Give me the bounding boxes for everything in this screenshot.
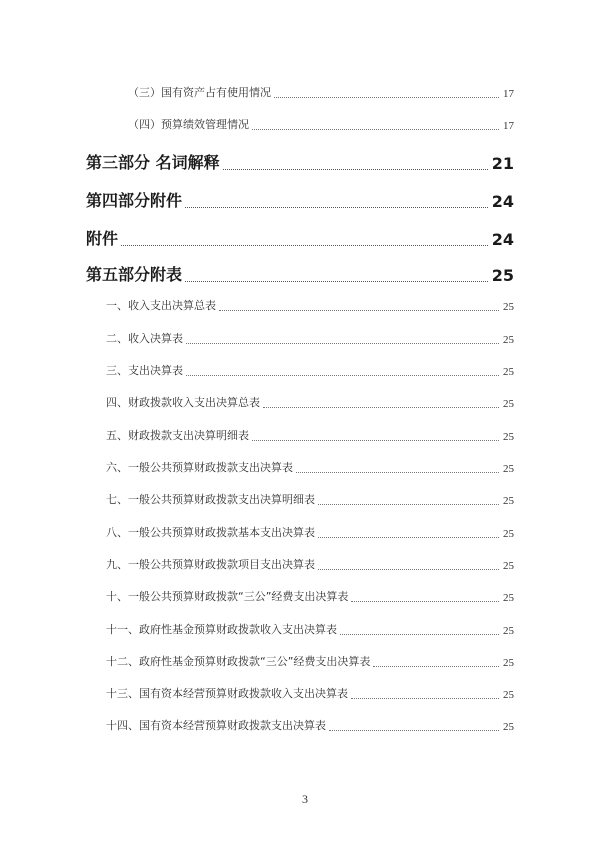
toc-entry-table-8	[106, 524, 514, 540]
toc-page-number: 25	[503, 560, 514, 572]
page-number: 3	[302, 792, 308, 806]
toc-entry-label: 第四部分附件	[86, 191, 183, 210]
dot-leader	[318, 537, 499, 538]
toc-entry-table-14	[106, 717, 514, 733]
toc-entry-label: 五、财政拨款支出决算明细表	[106, 429, 249, 442]
toc-entry-table-9	[106, 556, 514, 572]
dot-leader	[252, 440, 499, 441]
toc-entry-part-three	[86, 150, 514, 173]
toc-entry-label: 三、支出决算表	[106, 364, 183, 377]
toc-page-number: 25	[503, 301, 514, 313]
toc-entry-label: 十、一般公共预算财政拨款“三公”经费支出决算表	[106, 590, 349, 603]
toc-page-number: 24	[491, 230, 514, 249]
dot-leader	[252, 129, 499, 130]
toc-entry-table-1	[106, 297, 514, 313]
toc-entry-table-12	[106, 653, 514, 669]
toc-entry-part-four	[86, 188, 514, 211]
toc-entry-table-3	[106, 362, 514, 378]
toc-entry-label: 四、财政拨款收入支出决算总表	[106, 396, 260, 409]
toc-entry-label: （四）预算绩效管理情况	[128, 118, 249, 131]
dot-leader	[219, 310, 499, 311]
toc-entry-label: 九、一般公共预算财政拨款项目支出决算表	[106, 558, 315, 571]
toc-entry-table-11	[106, 621, 514, 637]
toc-entry-table-7	[106, 491, 514, 507]
toc-entry-label: 二、收入决算表	[106, 332, 183, 345]
toc-entry-label: 七、一般公共预算财政拨款支出决算明细表	[106, 493, 315, 506]
toc-page-number: 25	[503, 592, 514, 604]
dot-leader	[274, 97, 499, 98]
toc-page-number: 25	[503, 721, 514, 733]
dot-leader	[186, 343, 499, 344]
toc-entry-label: 第五部分附表	[86, 265, 183, 284]
toc-page-number: 25	[503, 657, 514, 669]
toc-entry-label: 附件	[86, 229, 119, 248]
toc-entry-label: 十二、政府性基金预算财政拨款“三公”经费支出决算表	[106, 655, 371, 668]
dot-leader	[223, 169, 488, 170]
toc-entry-table-13	[106, 685, 514, 701]
toc-entry-label: 十三、国有资本经营预算财政拨款收入支出决算表	[106, 687, 348, 700]
toc-page-number: 25	[503, 689, 514, 701]
dot-leader	[186, 375, 499, 376]
toc-entry-label: 八、一般公共预算财政拨款基本支出决算表	[106, 526, 315, 539]
toc-entry-state-assets	[128, 84, 514, 100]
toc-entry-table-10	[106, 588, 514, 604]
toc-entry-performance-management	[128, 116, 514, 132]
toc-entry-table-2	[106, 330, 514, 346]
dot-leader	[340, 634, 499, 635]
toc-entry-table-6	[106, 459, 514, 475]
toc-entry-table-5	[106, 427, 514, 443]
toc-page-number: 25	[503, 431, 514, 443]
toc-page-number: 25	[491, 266, 514, 285]
toc-page-number: 21	[491, 154, 514, 173]
toc-page-number: 17	[503, 88, 514, 100]
toc-page-number: 25	[503, 334, 514, 346]
dot-leader	[296, 472, 499, 473]
dot-leader	[329, 730, 499, 731]
toc-entry-table-4	[106, 394, 514, 410]
toc-entry-label: 一、收入支出决算总表	[106, 299, 216, 312]
dot-leader	[263, 407, 499, 408]
dot-leader	[351, 698, 499, 699]
toc-page-number: 25	[503, 366, 514, 378]
dot-leader	[351, 601, 499, 602]
toc-entry-part-five	[86, 262, 514, 285]
toc-entry-label: 十一、政府性基金预算财政拨款收入支出决算表	[106, 623, 337, 636]
toc-entry-label: 十四、国有资本经营预算财政拨款支出决算表	[106, 719, 326, 732]
dot-leader	[185, 207, 488, 208]
toc-page-number: 17	[503, 120, 514, 132]
dot-leader	[185, 281, 488, 282]
dot-leader	[318, 569, 499, 570]
toc-page-number: 24	[491, 192, 514, 211]
toc-page-number: 25	[503, 398, 514, 410]
toc-entry-label: 六、一般公共预算财政拨款支出决算表	[106, 461, 293, 474]
toc-page-number: 25	[503, 528, 514, 540]
toc-entry-label: 第三部分 名词解释	[86, 153, 220, 172]
toc-page-number: 25	[503, 463, 514, 475]
dot-leader	[121, 245, 488, 246]
toc-entry-label: （三）国有资产占有使用情况	[128, 86, 271, 99]
dot-leader	[373, 666, 499, 667]
toc-entry-attachment	[86, 226, 514, 249]
toc-page-number: 25	[503, 625, 514, 637]
dot-leader	[318, 504, 499, 505]
toc-page-number: 25	[503, 495, 514, 507]
